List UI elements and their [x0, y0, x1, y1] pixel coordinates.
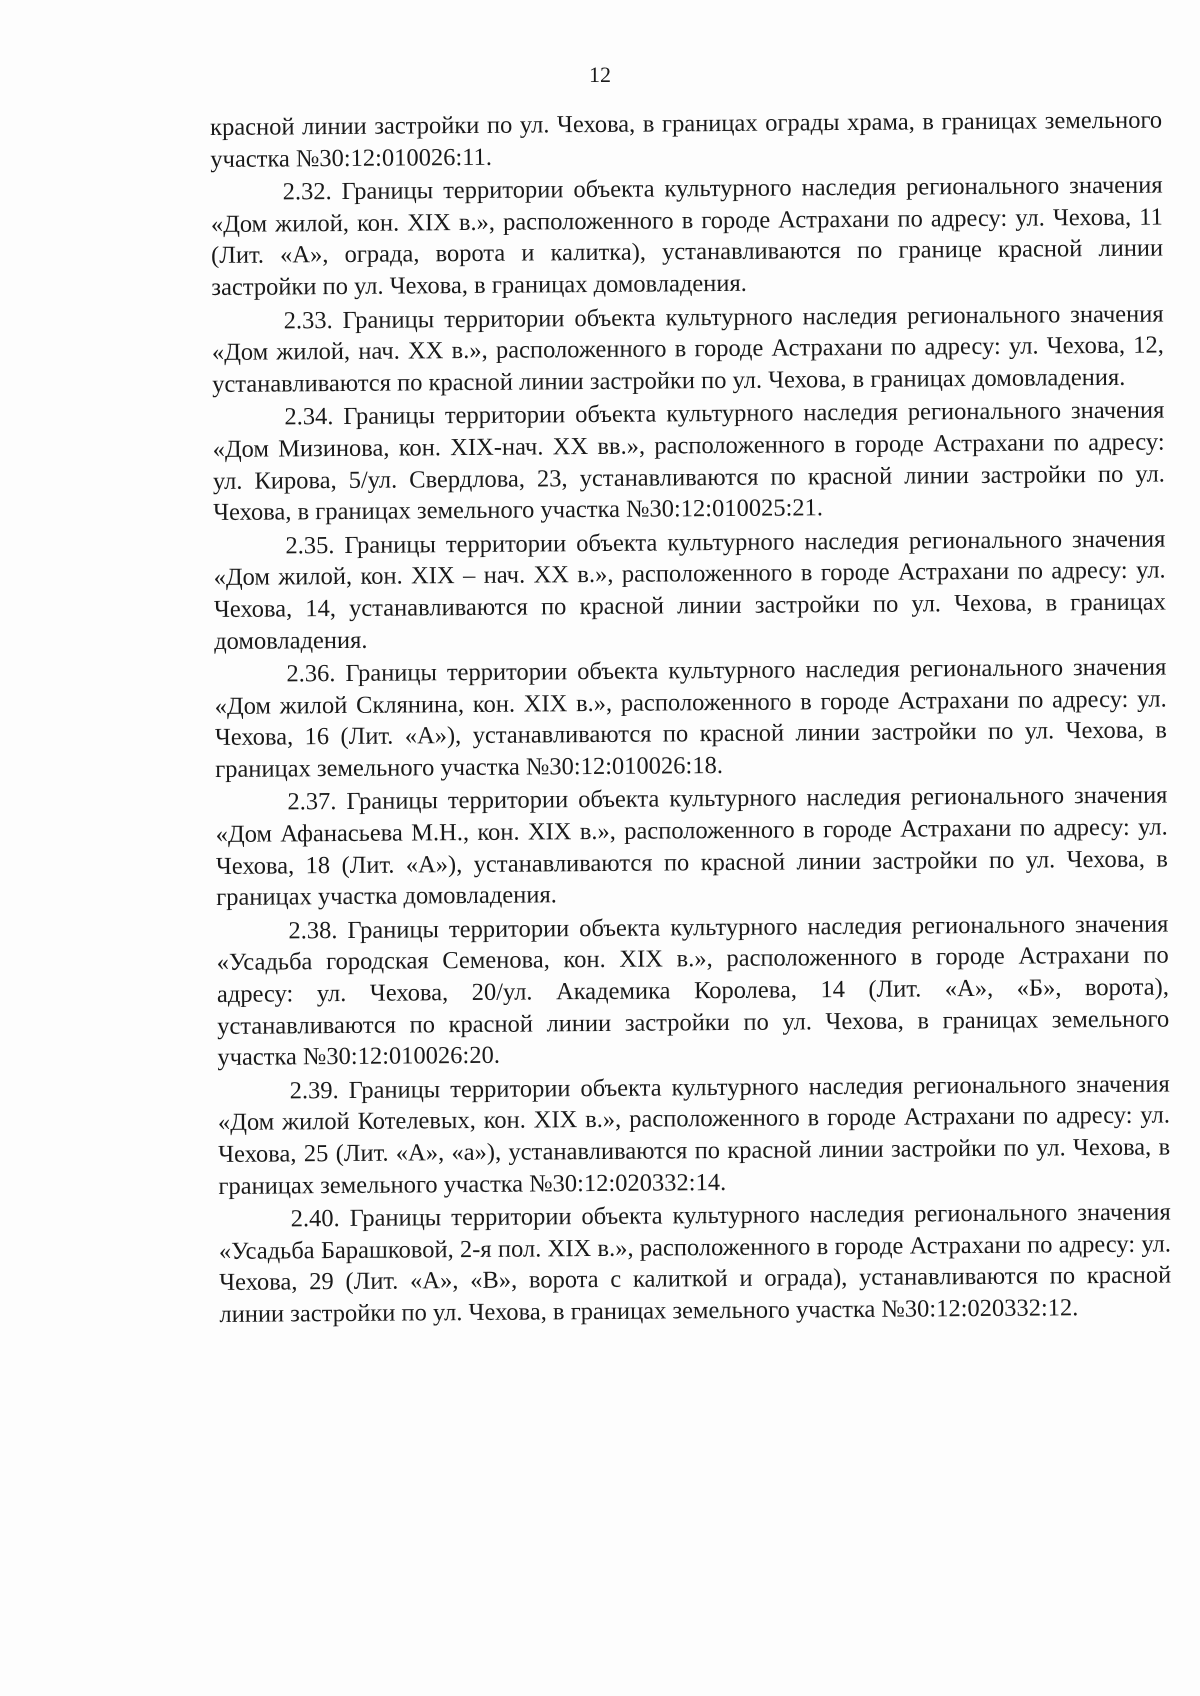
page-number: 12	[589, 62, 611, 87]
paragraph-2-32: 2.32. Границы территории объекта культурного наследия регионального значения «Дом жилой, кон. XIX в.», расположенного в городе Астрахани по адресу: ул. Чехова, 11 (Лит. «А», ограда, ворота и калитка), устанавливаются по границе красной линии застройки по ул. Чехова, в границах домовладения.	[210, 171, 1164, 301]
paragraph-2-35: 2.35. Границы территории объекта культурного наследия регионального значения «Дом жилой, кон. XIX – нач. XX в.», расположенного в городе Астрахани по адресу: ул. Чехова, 14, устанавливаются по красной линии застройки по ул. Чехова, в границах домовладения.	[213, 525, 1166, 655]
paragraph-2-38: 2.38. Границы территории объекта культурного наследия регионального значения «Усадьба городская Семенова, кон. XIX в.», расположенного в городе Астрахани по адресу: ул. Чехова, 20/ул. Академика Королева, 14 (Лит. «А», «Б», ворота), устанавливаются по красной линии застройки по ул. Чехова, в границах земельного участка №30:12:010026:20.	[216, 910, 1170, 1072]
document-body	[210, 105, 1172, 1331]
paragraph-continuation: красной линии застройки по ул. Чехова, в границах ограды храма, в границах земельного участка №30:12:010026:11.	[210, 106, 1163, 173]
paragraph-2-37: 2.37. Границы территории объекта культурного наследия регионального значения «Дом Афанасьева М.Н., кон. XIX в.», расположенного в городе Астрахани по адресу: ул. Чехова, 18 (Лит. «А»), устанавливаются по красной линии застройки по ул. Чехова, в границах участка домовладения.	[215, 781, 1168, 912]
paragraph-2-40: 2.40. Границы территории объекта культурного наследия регионального значения «Усадьба Барашковой, 2-я пол. XIX в.», расположенного в городе Астрахани по адресу: ул. Чехова, 29 (Лит. «А», «В», ворота с калиткой и ограда), устанавливаются по красной линии застройки по ул. Чехова, в границах земельного участка №30:12:020332:12.	[218, 1198, 1172, 1328]
paragraph-2-33: 2.33. Границы территории объекта культурного наследия регионального значения «Дом жилой, нач. XX в.», расположенного в городе Астрахани по адресу: ул. Чехова, 12, устанавливаются по красной линии застройки по ул. Чехова, в границах домовладения.	[211, 300, 1164, 398]
paragraph-2-36: 2.36. Границы территории объекта культурного наследия регионального значения «Дом жилой Склянина, кон. XIX в.», расположенного в городе Астрахани по адресу: ул. Чехова, 16 (Лит. «А»), устанавливаются по красной линии застройки по ул. Чехова, в границах земельного участка №30:12:010026:18.	[214, 653, 1167, 783]
paragraph-2-34: 2.34. Границы территории объекта культурного наследия регионального значения «Дом Мизинова, кон. XIX-нач. XX вв.», расположенного в городе Астрахани по адресу: ул. Кирова, 5/ул. Свердлова, 23, устанавливаются по красной линии застройки по ул. Чехова, в границах земельного участка №30:12:010025:21.	[212, 396, 1165, 527]
paragraph-2-39: 2.39. Границы территории объекта культурного наследия регионального значения «Дом жилой Котелевых, кон. XIX в.», расположенного в городе Астрахани по адресу: ул. Чехова, 25 (Лит. «А», «а»), устанавливаются по красной линии застройки по ул. Чехова, в границах земельного участка №30:12:020332:14.	[217, 1070, 1171, 1200]
